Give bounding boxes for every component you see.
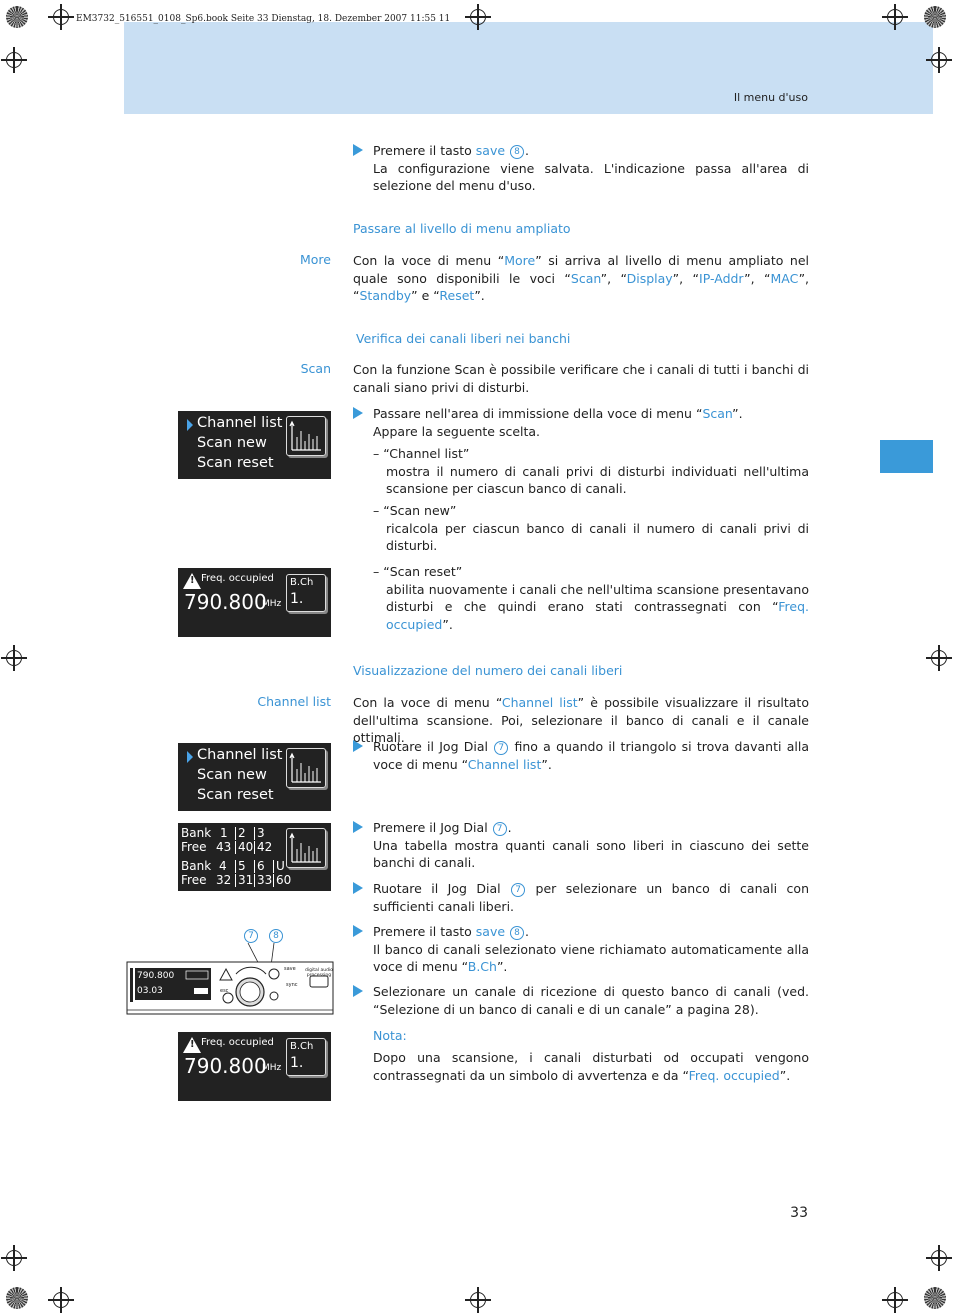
free-count: 33 [254,874,272,887]
option-channel-list: – “Channel list” mostra il numero di canali privi di disturbi individuati nell'ultima scansione per ciascun banco di canali. [373,446,809,496]
page-number: 33 [790,1205,808,1221]
print-rosette-icon [924,6,946,28]
registration-mark-icon [53,1292,69,1308]
heading-scan: Verifica dei canali liberi nei banchi [356,331,571,346]
text: Premere il tasto [373,143,476,158]
step-press-jog: Premere il Jog Dial 7 . Una tabella mostra quanti canali sono liberi in ciascuno dei sette banchi di canali. [373,819,809,872]
side-label-more: More [300,252,331,267]
step-rotate: Ruotare il Jog Dial 7 fino a quando il triangolo si trova davanti alla voce di menu “Channel list”. [373,738,809,773]
bank-number: 3 [254,827,265,840]
bank-label: Bank [181,859,212,873]
bullet-arrow-icon [353,925,363,937]
bank-label: Bank [181,826,212,840]
device-display-freq: 790.800 [137,971,175,981]
esc-button[interactable]: esc [220,988,229,994]
step-save [373,142,809,195]
bch-label: B.Ch [290,1041,314,1052]
bullet-arrow-icon [353,144,363,156]
bch-value: 1. [290,1055,304,1071]
device-display-channel: 03.03 [137,986,163,996]
registration-mark-icon [931,52,947,68]
registration-mark-icon [470,1292,486,1308]
bch-value: 1. [290,591,304,607]
registration-mark-icon [931,1250,947,1266]
lcd-freq-occupied: ! Freq. occupied 790.800 MHz B.Ch 1. [178,568,331,637]
paragraph-channel-list: Con la voce di menu “Channel list” è possibile visualizzare il risultato dell'ultima scansione. Poi, selezionare il banco di canali e il canale ottimali. [353,695,809,745]
bullet-arrow-icon [353,740,363,752]
lcd-frequency: 790.800 [184,1054,267,1078]
free-label: Free [181,873,207,887]
print-rosette-icon [6,1287,28,1309]
lcd-bank-table [178,823,331,891]
lcd-scan-menu [178,411,331,479]
free-count: 31 [235,874,253,887]
option-scan-new: – “Scan new” ricalcola per ciascun banco di canali il numero di canali privi di disturbi. [373,503,809,553]
section-title: Il menu d'uso [733,91,808,104]
device-front-panel [126,926,334,1020]
save-term: save [475,143,506,158]
free-count: 32 [216,873,232,887]
menu-item: Channel list [197,747,283,763]
note-title: Nota: [373,1028,407,1043]
free-count: 40 [235,841,253,854]
text: La configurazione viene salvata. L'indicazione passa all'area di selezione del menu d'uso. [373,160,809,193]
spectrum-icon [286,416,326,456]
paragraph-scan: Con la funzione Scan è possibile verificare che i canali di tutti i banchi di canali siano privi di disturbi. [353,362,809,395]
menu-item: Channel list [197,415,283,431]
header-band [124,22,933,114]
spectrum-icon [286,828,326,868]
note-text: Dopo una scansione, i canali disturbati od occupati vengono contrassegnati da un simbolo di avvertenza e da “Freq. occupied”. [373,1050,809,1083]
bank-channel-box [286,574,326,612]
free-label: Free [181,840,207,854]
print-rosette-icon [924,1287,946,1309]
registration-mark-icon [6,650,22,666]
bullet-arrow-icon [353,407,363,419]
save-button[interactable]: save [284,966,296,972]
chapter-tab [880,440,933,473]
menu-item: Scan reset [197,455,274,471]
registration-mark-icon [470,9,486,25]
registration-mark-icon [931,650,947,666]
registration-mark-icon [53,9,69,25]
digital-audio-label: digital audio processing [305,968,333,978]
bank-number: 1 [220,826,228,840]
selection-triangle-icon [187,419,193,431]
heading-channel-list: Visualizzazione del numero dei canali liberi [353,663,623,678]
registration-mark-icon [6,52,22,68]
lcd-scan-menu-2 [178,743,331,811]
lcd-label: Freq. occupied [201,1037,274,1048]
sync-label: sync [286,982,298,988]
bank-number: U [273,860,285,873]
step-select-channel: Selezionare un canale di ricezione di questo banco di canali (ved. “Selezione di un banco di canali e di un canale” a pagina 28). [373,983,809,1018]
bullet-arrow-icon [353,985,363,997]
side-label-scan: Scan [300,361,331,376]
bank-grid [181,827,291,891]
lcd-label: Freq. occupied [201,573,274,584]
bank-number: 2 [235,827,246,840]
free-count: 43 [216,840,232,854]
menu-item: Scan new [197,767,267,783]
heading-more: Passare al livello di menu ampliato [353,221,571,236]
menu-item: Scan reset [197,787,274,803]
free-count: 60 [273,874,291,887]
callout-7: 7 [244,929,258,943]
bch-label: B.Ch [290,577,314,588]
bank-number: 5 [235,860,246,873]
step-scan: Passare nell'area di immissione della voce di menu “Scan”. Appare la seguente scelta. [373,405,809,440]
bank-channel-box [286,1038,326,1076]
callout-8: 8 [269,929,283,943]
file-info-line: EM3732_516551_0108_Sp6.book Seite 33 Dienstag, 18. Dezember 2007 11:55 11 [76,14,451,24]
lcd-unit: MHz [262,1063,282,1073]
side-label-channel-list: Channel list [257,694,331,709]
print-rosette-icon [6,6,28,28]
menu-item: Scan new [197,435,267,451]
spectrum-icon [286,748,326,788]
bullet-arrow-icon [353,821,363,833]
selection-triangle-icon [187,751,193,763]
option-scan-reset: – “Scan reset” abilita nuovamente i canali che nell'ultima scansione presentavano disturbi e che quindi erano stati contrassegnati con “Freq. occupied”. [373,564,809,632]
registration-mark-icon [6,1250,22,1266]
paragraph-more: Con la voce di menu “More” si arriva al livello di menu ampliato nel quale sono disponibili le voci “Scan”, “Display”, “IP-Addr”, “MAC”, “Standby” e “Reset”. [353,253,810,303]
registration-mark-icon [887,1292,903,1308]
bank-number: 4 [219,859,227,873]
text: . [525,143,530,158]
registration-mark-icon [887,9,903,25]
free-count: 42 [254,841,272,854]
step-save-bank: Premere il tasto save 8 . Il banco di canali selezionato viene richiamato automaticamente alla voce di menu “B.Ch”. [373,923,809,976]
lcd-freq-occupied-2: ! Freq. occupied 790.800 MHz B.Ch 1. [178,1032,331,1101]
bank-number: 6 [254,860,265,873]
callout-number: 8 [510,145,524,159]
bullet-arrow-icon [353,882,363,894]
lcd-frequency: 790.800 [184,590,267,614]
lcd-unit: MHz [262,599,282,609]
step-select-bank: Ruotare il Jog Dial 7 per selezionare un banco di canali con sufficienti canali liberi. [373,880,809,915]
